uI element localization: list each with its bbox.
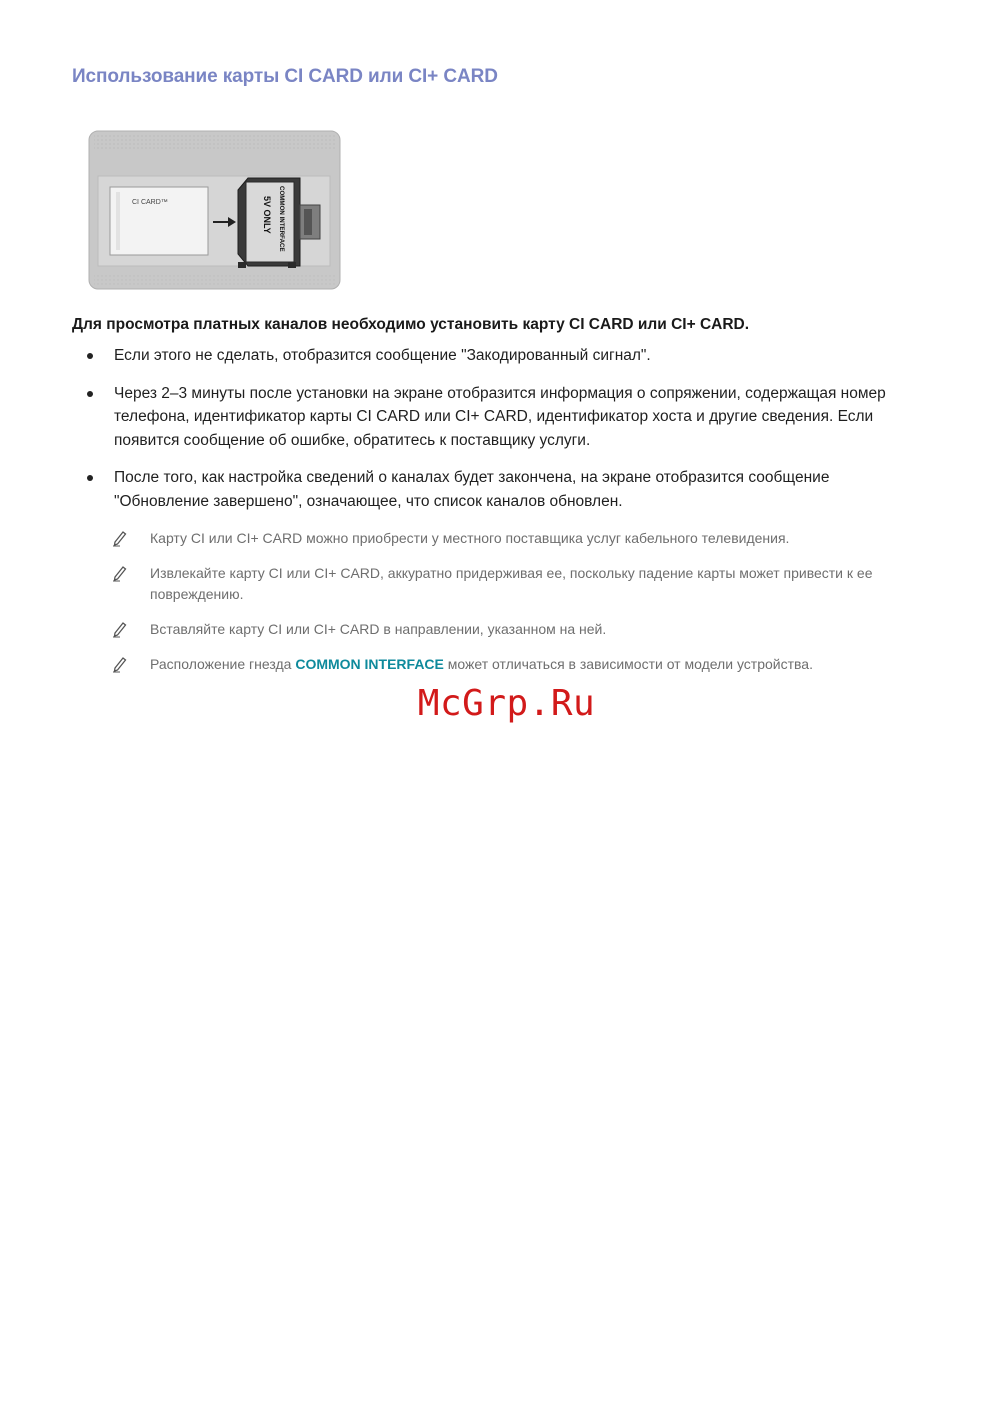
bullet-dot-icon [87,391,93,397]
bullet-text: После того, как настройка сведений о каналах будет закончена, на экране отобразится сообщение "Обновление завершено", означающее, что список каналов обновлен. [114,469,830,510]
bullet-text: Через 2–3 минуты после установки на экране отобразится информация о сопряжении, содержащая номер телефона, идентификатор карты CI CARD или CI+ CARD, идентификатор хоста и другие сведения. Если появится сообщение об ошибке, обратитесь к поставщику услуги. [114,384,886,449]
list-item [86,382,926,453]
ci-card-illustration [88,130,341,290]
pencil-note-icon [112,529,128,547]
bullet-dot-icon [87,353,93,359]
lead-paragraph: Для просмотра платных каналов необходимо установить карту CI CARD или CI+ CARD. [72,316,750,333]
note-text: Извлекайте карту CI или CI+ CARD, аккуратно придерживая ее, поскольку падение карты может привести к ее повреждению. [150,565,873,602]
note-text-after: может отличаться в зависимости от модели устройства. [443,656,813,672]
note-item [112,563,942,605]
list-item [86,466,926,513]
list-item [86,344,926,368]
ci-card [110,187,208,255]
page-title: Использование карты CI CARD или CI+ CARD [72,66,498,87]
slot-label-5v-only: 5V ONLY [262,196,272,234]
pencil-note-icon [112,620,128,638]
notes-list [112,528,942,689]
bullet-dot-icon [87,475,93,481]
pencil-note-icon [112,655,128,673]
note-item [112,528,942,549]
note-item [112,654,942,675]
bullet-text: Если этого не сделать, отобразится сообщение "Закодированный сигнал". [114,347,651,364]
bullet-list [86,344,926,527]
note-item [112,619,942,640]
note-text: Карту CI или CI+ CARD можно приобрести у местного поставщика услуг кабельного телевидения. [150,530,790,546]
ci-card-label: CI CARD™ [132,199,168,206]
note-text-before: Расположение гнезда [150,656,296,672]
pencil-note-icon [112,564,128,582]
note-text: Вставляйте карту CI или CI+ CARD в направлении, указанном на ней. [150,621,607,637]
slot-label-common-interface: COMMON INTERFACE [278,186,285,252]
common-interface-highlight: COMMON INTERFACE [295,656,444,672]
watermark: McGrp.Ru [417,683,596,724]
